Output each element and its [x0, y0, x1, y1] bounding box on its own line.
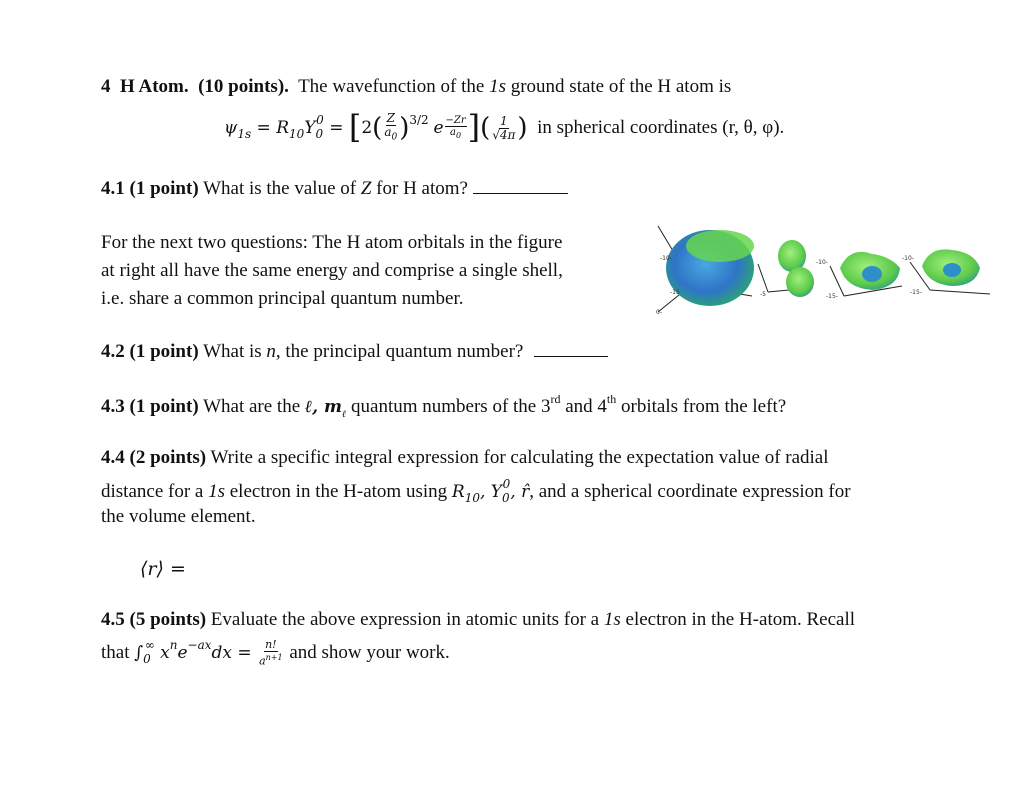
- q42-label: 4.2 (1 point): [101, 341, 199, 362]
- q4-number: 4: [101, 76, 111, 97]
- orbitals-intro-line2: at right all have the same energy and comprise a single shell,: [101, 260, 563, 281]
- orbital-2: [758, 240, 814, 298]
- question-4-1: [101, 178, 568, 200]
- tick-label-4: -5: [760, 291, 766, 298]
- q43-label: 4.3 (1 point): [101, 396, 199, 417]
- tick-label-5: -10-: [816, 259, 828, 266]
- orbitals-intro-line1: For the next two questions: The H atom orbitals in the figure: [101, 232, 563, 253]
- q43-text-end: orbitals from the left?: [621, 396, 787, 417]
- q43-text-and: and 4: [565, 396, 607, 417]
- tick-label-3: 0-: [656, 309, 662, 316]
- question-4-2: [101, 341, 608, 363]
- q45-line2-b: and show your work.: [289, 642, 450, 663]
- q44-label: 4.4 (2 points): [101, 447, 207, 468]
- q41-text-end: for H atom?: [376, 178, 468, 199]
- q45-line1-var: 1s: [603, 609, 621, 630]
- orbitals-figure: [640, 216, 992, 320]
- coords-text: in spherical coordinates (r, θ, φ).: [537, 117, 785, 138]
- q4-points: (10 points).: [198, 76, 289, 97]
- tick-label-8: -15-: [910, 289, 922, 296]
- q41-var: Z: [360, 178, 372, 199]
- q4-state: 1s: [489, 76, 506, 97]
- q44-line2-a: distance for a: [101, 481, 204, 502]
- q43-sup2: th: [606, 392, 617, 406]
- q42-text-end: the principal quantum number?: [285, 341, 524, 362]
- orbital-3: [816, 252, 902, 300]
- question-4-5-line1: [101, 609, 855, 631]
- q44-line2-b: electron in the H-atom using: [229, 481, 448, 502]
- q43-text: What are the: [203, 396, 301, 417]
- orbital-1: [656, 226, 754, 316]
- tick-label-2: -15: [670, 289, 680, 296]
- q41-label: 4.1 (1 point): [101, 178, 199, 199]
- orbital-4: [902, 249, 990, 296]
- q42-text: What is: [203, 341, 262, 362]
- q44-line2-var: 1s: [208, 481, 225, 502]
- integral-identity: $\int_0^\infty$ $x^ne^{-ax}dx$ = $\frac{n!}{a^{n+1}}$: [134, 638, 283, 668]
- question-4-4-line1: [101, 447, 829, 469]
- question-4-3: 4.3 (1 point) What are the ℓ, $m_\ell$ quantum numbers of the 3rd and 4th orbitals from the left?: [101, 392, 787, 420]
- q44-line3: the volume element.: [101, 506, 256, 527]
- q41-text: What is the value of: [203, 178, 357, 199]
- q43-text-mid: quantum numbers of the 3: [351, 396, 551, 417]
- q4-title: H Atom.: [120, 76, 189, 97]
- tick-label-1: -10-: [660, 255, 672, 262]
- q42-answer-blank[interactable]: [534, 355, 608, 357]
- wavefunction-equation: $\psi_{1s} = R_{10}Y_0^0 = [2$( $\frac{Z}{a_0}$ )$^{3/2}$ e $\frac{-Zr}{a_0}$ ]( $\frac{1}{√4\pi}$ ) in spherical coordinates (r, θ, φ).: [224, 108, 785, 146]
- q43-sup1: rd: [550, 392, 561, 406]
- q42-var: n,: [266, 341, 281, 362]
- q45-line1-a: Evaluate the above expression in atomic units for a: [210, 609, 600, 630]
- q44-line1: Write a specific integral expression for calculating the expectation value of radial: [210, 447, 829, 468]
- question-4-5-line2: [101, 638, 450, 668]
- orbitals-intro-line3: i.e. share a common principal quantum number.: [101, 288, 464, 309]
- q4-intro: The wavefunction of the: [298, 76, 490, 97]
- q45-line2-a: that: [101, 642, 130, 663]
- q4-intro-end: ground state of the H atom is: [505, 76, 732, 97]
- tick-label-7: -10-: [902, 255, 914, 262]
- q4-heading: [101, 76, 731, 98]
- q45-label: 4.5 (5 points): [101, 609, 207, 630]
- tick-label-6: -15-: [826, 293, 838, 300]
- q44-answer-prompt: ⟨r⟩ =: [140, 558, 186, 580]
- question-4-4-line2: distance for a 1s electron in the H-atom using $R_{10}$, $Y_0^0$, r̂, and a spherical coordinate expression for: [101, 477, 851, 505]
- q45-line1-b: electron in the H-atom. Recall: [625, 609, 856, 630]
- q44-line2-c: , and a spherical coordinate expression for: [529, 481, 851, 502]
- q41-answer-blank[interactable]: [473, 192, 568, 194]
